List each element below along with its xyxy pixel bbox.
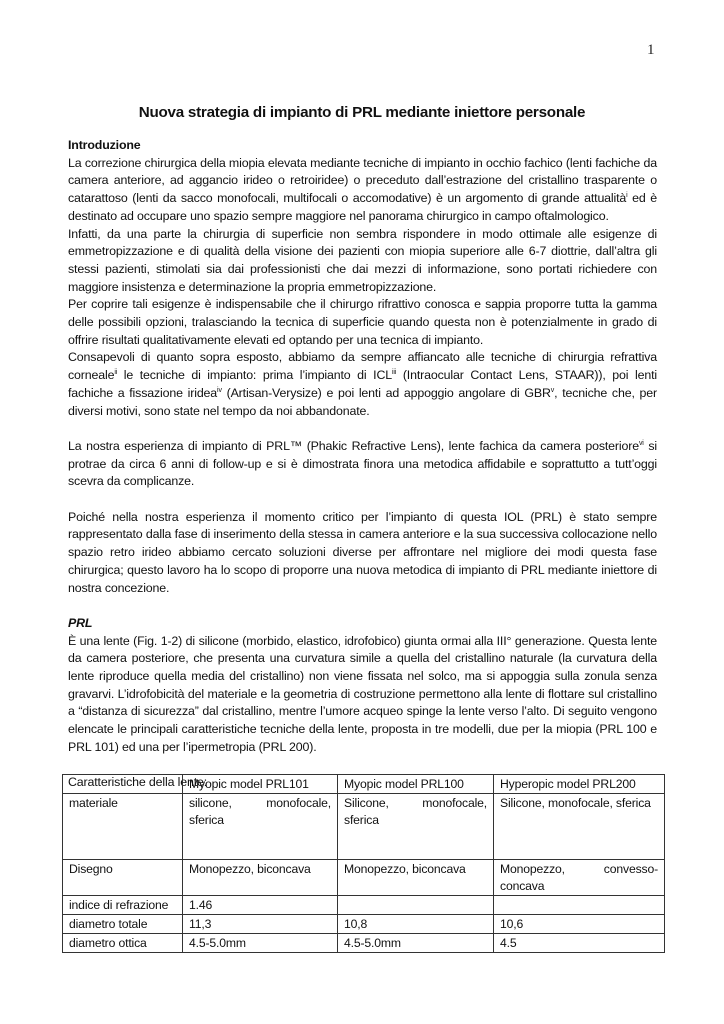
footnote-ref: iii <box>391 369 397 377</box>
table-header-cell: Myopic model PRL100 <box>338 775 494 794</box>
spacer <box>68 597 657 615</box>
lens-characteristics-table <box>62 774 665 953</box>
page-number: 1 <box>647 42 655 58</box>
text-span: si protrae da circa 6 anni di follow-up e si è dimostrata finora una metodica affidabile e soprattutto a tutt’oggi scevra da complicanze. <box>68 438 657 489</box>
table-header-cell <box>63 775 183 794</box>
table-cell: 10,8 <box>338 915 494 934</box>
section-heading-prl: PRL <box>68 615 93 630</box>
text-span: le tecniche di impianto: prima l’impianto di ICL <box>117 368 392 383</box>
table-cell <box>494 896 665 915</box>
table-cell: Silicone, monofocale, sferica <box>338 794 494 860</box>
paragraph-intro-4 <box>68 349 657 420</box>
footnote-ref: i <box>626 192 628 200</box>
table-row-label: indice di refrazione <box>63 896 183 915</box>
table-row-label: diametro ottica <box>63 934 183 953</box>
table-row-label: diametro totale <box>63 915 183 934</box>
table-cell: 4.5-5.0mm <box>183 934 338 953</box>
table-cell: 4.5-5.0mm <box>338 934 494 953</box>
paragraph-intro-1 <box>68 155 657 226</box>
text-span: La correzione chirurgica della miopia elevata mediante tecniche di impianto in occhio fachico (lenti fachiche da camera anteriore, ad aggancio irideo o retroiridee) o preceduto dall’estrazione del cristallino trasparente o catarattoso (lenti da sacco monofocali, multifocali o accomodative) è un argomento di grande attualità <box>68 155 657 206</box>
text-span: (Artisan-Verysize) e poi lenti ad appoggio angolare di GBR <box>221 385 551 400</box>
text-span: Consapevoli di quanto sopra esposto, abbiamo da sempre affiancato alle tecniche di chirurgia refrattiva corneale <box>68 350 657 383</box>
table-row <box>63 934 665 953</box>
footnote-ref: vi <box>638 439 644 447</box>
table-row <box>63 794 665 860</box>
spacer <box>68 491 657 509</box>
table-cell <box>338 896 494 915</box>
table-cell: 4.5 <box>494 934 665 953</box>
paragraph-intro-2: Infatti, da una parte la chirurgia di superficie non sembra rispondere in modo ottimale alle esigenze di emmetropizzazione e di qualità della visione dei pazienti con miopia superiore alle 6-7 diottrie, dall’altra gli stessi pazienti, stimolati sia dai professionisti che dai mezzi di informazione, sono portati richiedere con maggiore insistenza e determinazione la propria emmetropizzazione. <box>68 226 657 294</box>
table-header-row <box>63 775 665 794</box>
table-header-cell: Hyperopic model PRL200 <box>494 775 665 794</box>
table-row-label: Disegno <box>63 860 183 896</box>
spacer <box>68 420 657 438</box>
table-row <box>63 896 665 915</box>
section-heading-introduzione: Introduzione <box>68 138 141 152</box>
text-span: ed è destinato ad occupare uno spazio sempre maggiore nel panorama chirurgico in campo oftalmologico. <box>68 191 657 223</box>
text-span: , tecniche che, per diversi motivi, sono state nel tempo da noi abbandonate. <box>68 385 657 418</box>
text-span: (Intraocular Contact Lens, STAAR)), poi lenti fachiche a fissazione iridea <box>68 368 657 400</box>
table-row <box>63 860 665 896</box>
footnote-ref: ii <box>114 369 118 377</box>
footnote-ref: v <box>550 386 555 394</box>
table-caption: Caratteristiche della lente: <box>68 775 208 790</box>
table-row <box>63 915 665 934</box>
document-title: Nuova strategia di impianto di PRL mediante iniettore personale <box>138 104 586 121</box>
paragraph-intro-3: Per coprire tali esigenze è indispensabile che il chirurgo rifrattivo conosca e sappia proporre tutta la gamma delle possibili opzioni, tralasciando la tecnica di superficie quando questa non è potenzialmente in grado di offrire risultati qualitativamente elevati ed optando per una tecnica di impianto. <box>68 297 657 347</box>
table-cell: 1.46 <box>183 896 338 915</box>
table-header-cell: Myopic model PRL101 <box>183 775 338 794</box>
table-row-label: materiale <box>63 794 183 860</box>
table-cell: Monopezzo, biconcava <box>338 860 494 896</box>
paragraph-intro-5 <box>68 438 657 491</box>
spacer <box>68 757 657 775</box>
footnote-ref: iv <box>217 386 222 394</box>
text-span: La nostra esperienza di impianto di PRL™ (Phakic Refractive Lens), lente fachica da camera posteriore <box>68 438 639 453</box>
table-cell: silicone, monofocale, sferica <box>183 794 338 860</box>
table-cell: 11,3 <box>183 915 338 934</box>
table-cell: Silicone, monofocale, sferica <box>494 794 665 860</box>
table-cell: Monopezzo, biconcava <box>183 860 338 896</box>
paragraph-intro-6: Poiché nella nostra esperienza il momento critico per l’impianto di questa IOL (PRL) è stato sempre rappresentato dalla fase di inserimento della stessa in camera anteriore e la sua successiva collocazione nello spazio retro irideo abbiamo cercato soluzioni diverse per affrontare nel migliore dei modi questa fase chirurgica; questo lavoro ha lo scopo di proporre una nuova metodica di impianto di PRL mediante iniettore di nostra concezione. <box>68 509 657 595</box>
table-cell: Monopezzo, convesso-concava <box>494 860 665 896</box>
paragraph-prl-1: È una lente (Fig. 1-2) di silicone (morbido, elastico, idrofobico) giunta ormai alla III° generazione. Questa lente da camera posteriore, che presenta una curvatura simile a quella del cristallino naturale (la curvatura della lente riproduce quella media del cristallino) non viene fissata nel solco, ma si appoggia sulla zonula senza gravarvi. L’idrofobicità del materiale e la geometria di costruzione permettono alla lente di flottare sul cristallino a “distanza di sicurezza” dal cristallino, mentre l’umore acqueo spinge la lente verso l’alto. Di seguito vengono elencate le principali caratteristiche tecniche della lente, proposta in tre modelli, due per la miopia (PRL 100 e PRL 101) ed una per l’ipermetropia (PRL 200). <box>68 633 657 754</box>
table-cell: 10,6 <box>494 915 665 934</box>
document-body <box>68 137 657 792</box>
